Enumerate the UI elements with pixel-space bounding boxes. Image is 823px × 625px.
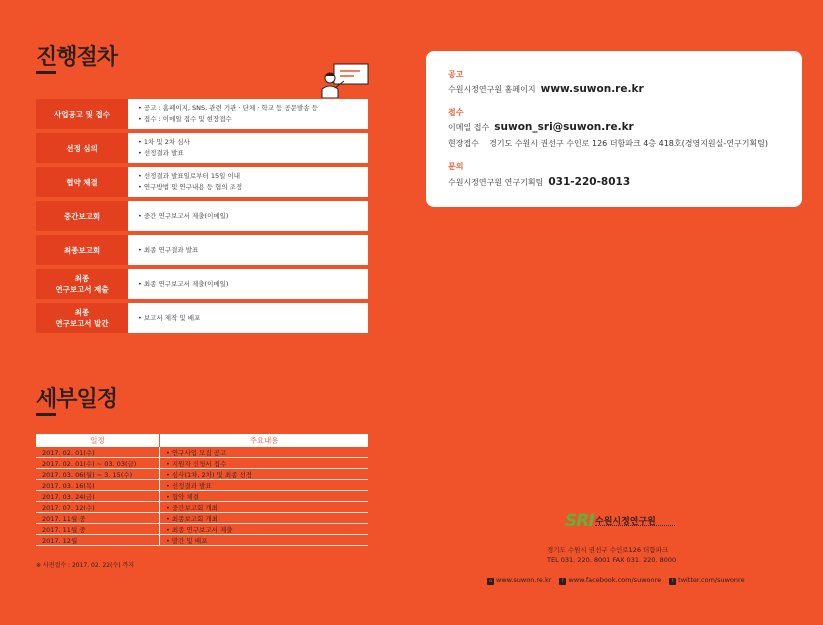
col-date-header: 일정 [36, 434, 160, 447]
schedule-table [36, 434, 368, 546]
footer-link[interactable] [669, 576, 744, 585]
notice-text: 수원시정연구원 홈페이지 [448, 85, 536, 94]
contact-phone: 031-220-8013 [548, 176, 631, 188]
org-name: 수원시정연구원 [595, 517, 656, 527]
process-step-line: • 중간 연구보고서 제출(이메일) [138, 211, 358, 222]
schedule-event: • 선정결과 발표 [160, 480, 369, 491]
email-label: 이메일 접수 [448, 123, 490, 132]
process-step [36, 99, 368, 129]
process-step-label: 최종 연구보고서 발간 [36, 303, 128, 333]
schedule-event: • 최종보고회 개최 [160, 513, 369, 524]
process-step [36, 269, 368, 299]
table-row [36, 513, 368, 524]
process-step [36, 167, 368, 197]
process-step-desc [128, 167, 368, 197]
process-step-label: 선정 심의 [36, 133, 128, 163]
process-step-label: 사업공고 및 접수 [36, 99, 128, 129]
process-list [36, 99, 368, 337]
email-address[interactable]: suwon_sri@suwon.re.kr [494, 121, 634, 133]
schedule-title-underline [36, 413, 56, 416]
table-row [36, 535, 368, 546]
onsite-label: 현장접수 [448, 139, 479, 148]
schedule-event: • 최종 연구보고서 제출 [160, 524, 369, 535]
sri-logo [565, 511, 685, 531]
footer-link[interactable] [559, 576, 661, 585]
tel-fax-text: TEL 031. 220. 8001 FAX 031. 220. 8000 [547, 556, 677, 564]
schedule-date: 2017. 07. 12(수) [36, 502, 160, 513]
process-step-line: • 최종 연구결과 발표 [138, 245, 358, 256]
schedule-date: 2017. 12월 [36, 535, 160, 546]
logo-subline [595, 525, 675, 528]
process-step-label: 중간보고회 [36, 201, 128, 231]
schedule-date: 2017. 11월 중 [36, 524, 160, 535]
table-row [36, 480, 368, 491]
process-title: 진행절차 [36, 45, 118, 70]
schedule-title: 세부일정 [36, 387, 118, 412]
schedule-date: 2017. 03. 06(월) ~ 3. 15(수) [36, 469, 160, 480]
process-step-label: 협약 체결 [36, 167, 128, 197]
schedule-event: • 중간보고회 개최 [160, 502, 369, 513]
table-row [36, 524, 368, 535]
process-step-line: • 1차 및 2차 심사 [138, 137, 358, 148]
contact-text: 수원시정연구원 연구기획팀 [448, 178, 544, 187]
schedule-note: ※ 사전접수 : 2017. 02. 22(수) 까지 [36, 562, 135, 569]
process-step-desc [128, 133, 368, 163]
process-step-line: • 연구방법 및 연구내용 등 협의 조정 [138, 182, 358, 193]
table-row [36, 502, 368, 513]
onsite-address: 경기도 수원시 권선구 수인로 126 더함파크 4층 418호(경영지원실-연구기획팀) [489, 139, 769, 148]
logo-mark: SRI [565, 511, 594, 531]
contact-heading: 문의 [448, 162, 464, 171]
col-event-header: 주요내용 [160, 434, 369, 447]
twitter-icon: t [669, 578, 676, 585]
schedule-event: • 지원자 신청서 접수 [160, 458, 369, 469]
schedule-event: • 연구사업 모집 공고 [160, 447, 369, 458]
onsite-line [448, 138, 768, 149]
process-step-line: • 접수 : 이메일 접수 및 현장접수 [138, 114, 358, 125]
notice-url[interactable]: www.suwon.re.kr [540, 83, 644, 95]
schedule-date: 2017. 03. 16(목) [36, 480, 160, 491]
footer-link-text: twitter.com/suwonre [678, 576, 745, 584]
schedule-event: • 협약 체결 [160, 491, 369, 502]
process-step-line: • 최종 연구보고서 제출(이메일) [138, 279, 358, 290]
schedule-event: • 발간 및 배포 [160, 535, 369, 546]
table-row [36, 458, 368, 469]
address-text: 경기도 수원시 권선구 수인로126 더함파크 [547, 546, 669, 554]
process-step [36, 133, 368, 163]
process-step-desc [128, 269, 368, 299]
contact-line [448, 176, 630, 188]
process-step [36, 235, 368, 265]
email-line [448, 121, 634, 133]
schedule-date: 2017. 03. 24(금) [36, 491, 160, 502]
process-step-label: 최종 연구보고서 제출 [36, 269, 128, 299]
presenter-illustration [320, 62, 370, 98]
notice-line [448, 83, 644, 95]
table-row [36, 447, 368, 458]
process-step-desc [128, 235, 368, 265]
table-row [36, 491, 368, 502]
process-step-label: 최종보고회 [36, 235, 128, 265]
footer-address [547, 545, 676, 565]
process-title-underline [36, 71, 56, 74]
apply-heading: 접수 [448, 108, 464, 117]
footer-link-text: www.facebook.com/suwonre [568, 576, 662, 584]
process-step-line: • 선정결과 발표일로부터 15일 이내 [138, 171, 358, 182]
table-row [36, 469, 368, 480]
footer-link-text: www.suwon.re.kr [496, 576, 552, 584]
notice-heading: 공고 [448, 70, 464, 79]
process-step-line: • 보고서 제작 및 배포 [138, 313, 358, 324]
home-icon: ⌂ [488, 578, 493, 584]
process-step-line: • 공고 : 홈페이지, SNS, 관련 기관 · 단체 · 학교 등 공문발송 등 [138, 103, 358, 114]
footer-links [487, 576, 745, 585]
schedule-date: 2017. 02. 01(수) [36, 447, 160, 458]
schedule-date: 2017. 11월 중 [36, 513, 160, 524]
process-step-line: • 선정결과 발표 [138, 148, 358, 159]
process-step [36, 303, 368, 333]
process-step-desc [128, 303, 368, 333]
schedule-event: • 심사(1차, 2차) 및 최종 선정 [160, 469, 369, 480]
process-step-desc [128, 201, 368, 231]
process-step [36, 201, 368, 231]
footer-link[interactable] [487, 576, 551, 585]
schedule-date: 2017. 02. 01(수) ~ 03. 03(금) [36, 458, 160, 469]
info-box [426, 51, 802, 207]
facebook-icon: f [559, 578, 566, 585]
process-step-desc [128, 99, 368, 129]
